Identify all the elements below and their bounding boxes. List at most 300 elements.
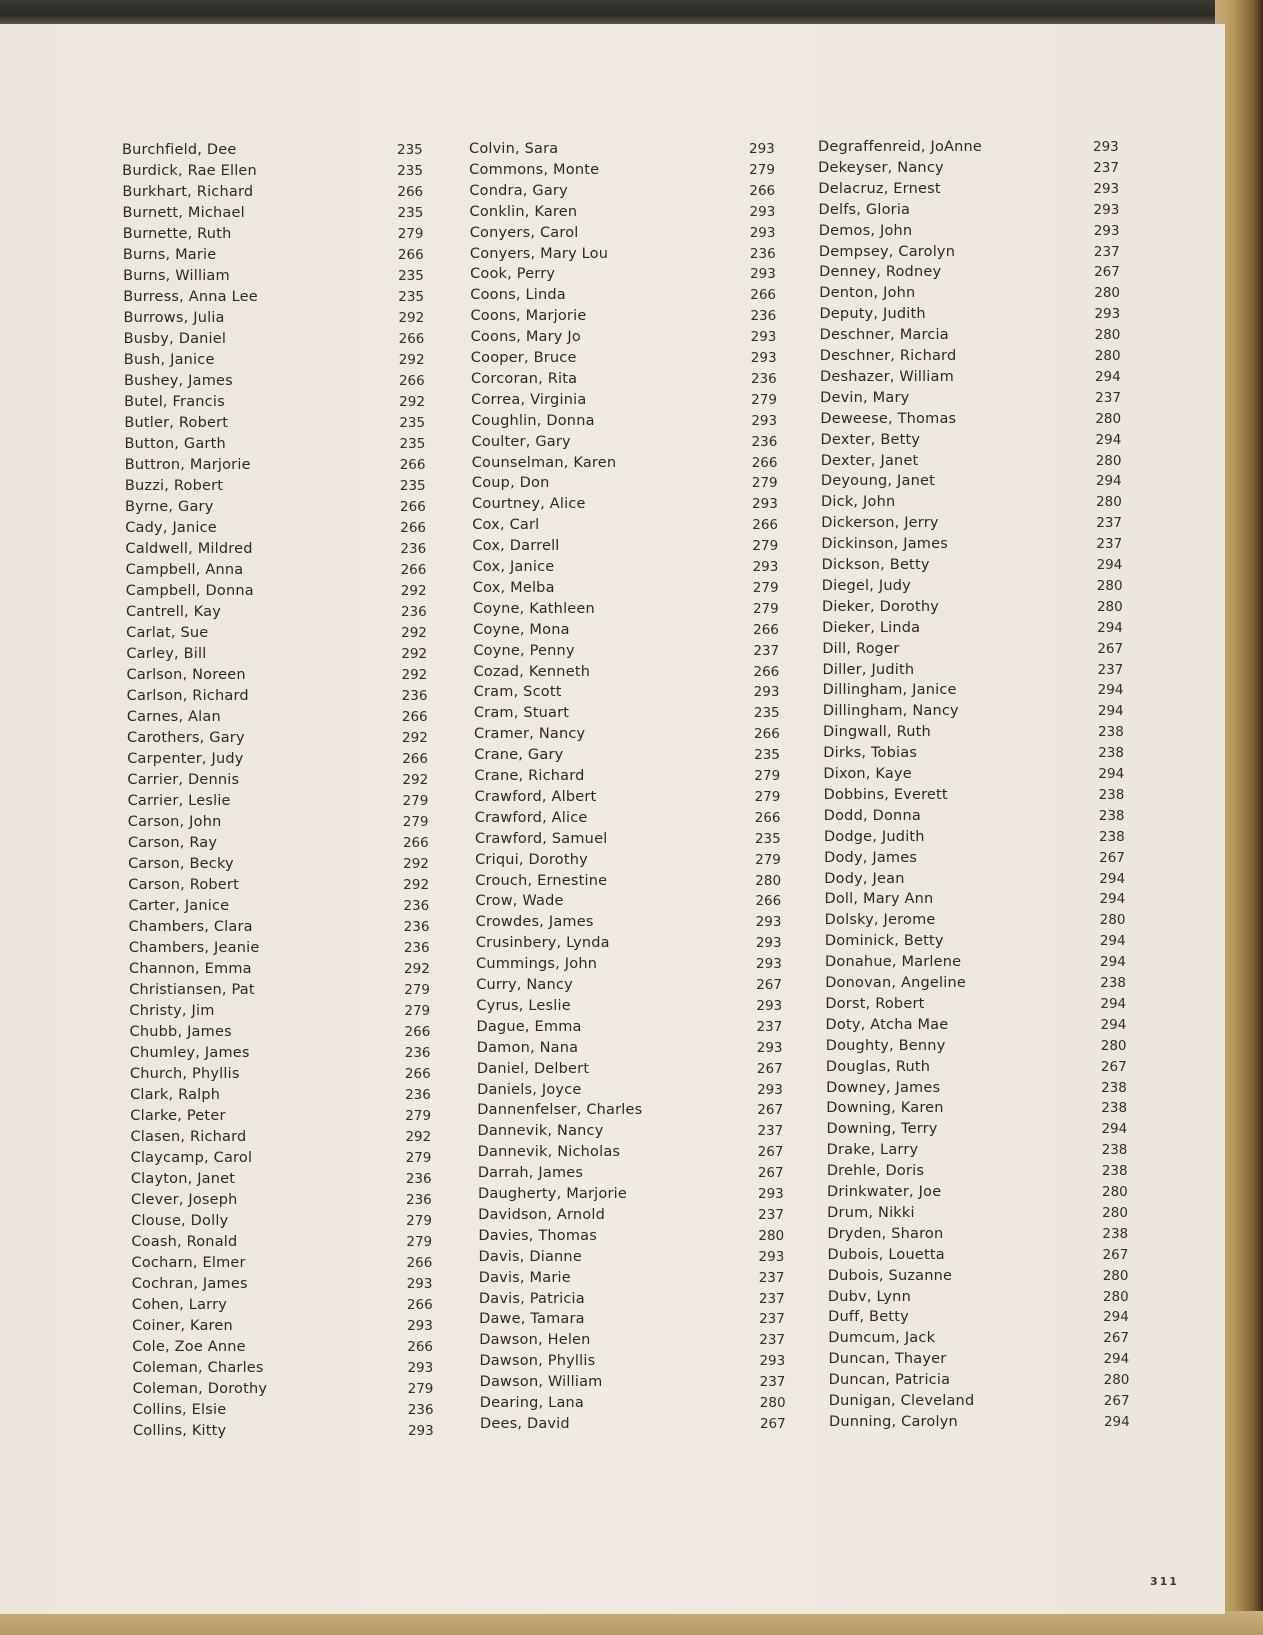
entry-page: 293 [1093,222,1120,239]
entry-name: Dillingham, Janice [822,682,957,699]
entry-name: Downing, Karen [826,1100,944,1117]
entry-page: 279 [397,226,424,242]
entry-page: 292 [402,730,428,746]
entry-name: Curry, Nancy [476,977,573,993]
entry-name: Crawford, Alice [474,809,588,826]
entry-page: 294 [1103,1413,1130,1430]
entry-name: Burns, Marie [122,247,217,263]
entry-page: 294 [1099,870,1126,887]
entry-name: Deshazer, William [819,368,954,385]
entry-page: 292 [401,646,428,662]
entry-name: Butel, Francis [124,394,225,410]
entry-page: 293 [1093,180,1120,197]
entry-page: 236 [401,688,428,704]
entry-page: 267 [1097,640,1124,657]
entry-name: Carrier, Dennis [127,772,240,788]
entry-name: Christy, Jim [129,1003,215,1019]
entry-page: 292 [405,1129,432,1145]
entry-name: Burdick, Rae Ellen [122,163,257,179]
entry-page: 280 [1100,1037,1127,1054]
entry-page: 293 [755,914,782,931]
entry-page: 293 [751,412,778,429]
entry-name: Carlson, Noreen [126,667,246,683]
entry-page: 294 [1099,933,1126,950]
entry-page: 237 [758,1269,785,1286]
entry-page: 293 [407,1360,434,1376]
entry-name: Cook, Perry [470,266,556,283]
entry-page: 292 [401,667,428,683]
entry-name: Clark, Ralph [130,1087,221,1103]
entry-name: Drinkwater, Joe [827,1184,942,1200]
entry-page: 237 [759,1374,786,1391]
entry-name: Buttron, Marjorie [124,457,251,473]
entry-name: Condra, Gary [469,182,568,199]
entry-page: 292 [403,856,429,872]
entry-name: Donovan, Angeline [825,975,966,991]
entry-name: Dempsey, Carolyn [818,243,956,260]
entry-name: Bush, Janice [123,352,215,368]
entry-name: Conklin, Karen [469,203,578,220]
entry-page: 280 [1102,1267,1129,1284]
entry-page: 235 [399,478,426,494]
entry-page: 236 [405,1087,431,1103]
entry-page: 236 [403,898,430,914]
entry-name: Diller, Judith [822,661,915,678]
entry-page: 294 [1097,619,1123,636]
entry-name: Coulter, Gary [471,433,571,450]
entry-name: Deyoung, Janet [820,473,935,490]
entry-page: 294 [1099,891,1126,908]
entry-page: 280 [759,1395,786,1411]
entry-page: 293 [407,1318,433,1334]
entry-page: 266 [749,182,776,199]
entry-name: Dick, John [821,494,896,511]
entry-name: Duff, Betty [828,1309,909,1326]
entry-name: Coons, Marjorie [470,308,587,325]
entry-page: 280 [1096,577,1123,594]
entry-name: Carson, Becky [128,856,234,872]
entry-name: Dannevik, Nicholas [477,1144,621,1161]
entry-page: 267 [756,977,782,993]
entry-page: 267 [1094,264,1120,281]
entry-page: 294 [1100,995,1127,1012]
entry-page: 238 [1098,807,1125,824]
entry-name: Chubb, James [129,1024,232,1040]
entry-page: 279 [751,475,778,492]
entry-name: Buzzi, Robert [124,478,224,494]
entry-page: 267 [756,1060,783,1077]
entry-name: Darrah, James [477,1165,584,1182]
entry-page: 266 [407,1339,434,1355]
entry-page: 292 [401,625,427,641]
entry-name: Cyrus, Leslie [476,997,571,1014]
entry-name: Carson, John [127,814,222,830]
entry-page: 237 [758,1206,784,1223]
entry-name: Dickinson, James [821,536,948,553]
entry-name: Cramer, Nancy [474,726,586,743]
entry-page: 235 [399,436,426,452]
entry-page: 238 [1098,828,1125,845]
entry-name: Counselman, Karen [471,454,617,471]
entry-page: 279 [754,788,781,805]
entry-name: Cady, Janice [125,520,217,536]
entry-name: Coons, Mary Jo [470,329,581,346]
entry-page: 280 [1094,327,1121,344]
entry-name: Carter, Janice [128,898,230,914]
entry-name: Delfs, Gloria [818,201,911,218]
entry-page: 266 [753,621,779,638]
entry-name: Davis, Dianne [478,1248,582,1265]
entry-page: 238 [1101,1142,1128,1159]
entry-name: Carlson, Richard [126,688,249,704]
entry-name: Denton, John [819,285,916,302]
entry-name: Demos, John [818,222,913,239]
entry-name: Doughty, Benny [825,1037,946,1054]
entry-name: Carlat, Sue [126,625,209,641]
entry-name: Burress, Anna Lee [123,289,258,305]
entry-page: 237 [759,1332,786,1349]
entry-name: Coleman, Dorothy [132,1381,268,1397]
entry-page: 280 [758,1227,785,1244]
entry-page: 236 [403,919,430,935]
entry-name: Chambers, Jeanie [128,940,260,956]
entry-name: Coyne, Penny [473,642,575,659]
entry-page: 279 [404,1003,431,1019]
entry-name: Christiansen, Pat [129,982,255,998]
entry-page: 279 [402,793,429,809]
entry-page: 236 [404,1045,431,1061]
entry-name: Coyne, Kathleen [472,600,595,617]
entry-page: 237 [758,1290,785,1307]
entry-page: 293 [757,1081,783,1098]
entry-name: Campbell, Anna [125,562,244,578]
entry-name: Dirks, Tobias [823,745,918,762]
entry-page: 294 [1100,954,1126,971]
entry-page: 293 [756,956,782,973]
entry-name: Clever, Joseph [131,1192,238,1208]
entry-page: 238 [1101,1100,1128,1117]
entry-page: 236 [750,308,777,325]
entry-name: Burnette, Ruth [122,226,232,242]
entry-page: 292 [404,961,430,977]
entry-name: Dodge, Judith [823,828,925,845]
entry-page: 267 [757,1165,784,1182]
entry-name: Dubois, Suzanne [827,1267,953,1284]
entry-page: 293 [749,141,775,157]
entry-page: 235 [397,163,423,179]
entry-page: 267 [1102,1246,1129,1263]
entry-page: 280 [1094,285,1121,302]
entry-page: 238 [1101,1079,1127,1096]
entry-name: Chumley, James [129,1045,250,1061]
entry-name: Cram, Scott [473,684,562,701]
entry-name: Dekeyser, Nancy [818,159,944,176]
entry-page: 238 [1098,724,1124,741]
entry-page: 267 [757,1102,784,1119]
entry-name: Deputy, Judith [819,306,926,323]
entry-name: Dearing, Lana [479,1395,585,1411]
entry-name: Dolsky, Jerome [824,912,936,929]
entry-name: Devin, Mary [820,389,910,406]
entry-page: 293 [749,203,776,220]
entry-page: 292 [398,352,425,368]
entry-name: Cox, Janice [472,559,555,575]
entry-page: 279 [406,1213,432,1229]
entry-page: 266 [400,520,427,536]
entry-page: 235 [754,830,781,847]
entry-page: 294 [1095,473,1122,490]
entry-page: 279 [752,600,779,617]
entry-name: Campbell, Donna [125,583,254,599]
entry-page: 266 [400,562,427,578]
entry-page: 236 [400,604,427,620]
entry-name: Cooper, Bruce [470,350,577,366]
entry-page: 279 [404,982,430,998]
entry-name: Dickerson, Jerry [821,515,939,532]
entry-name: Delacruz, Ernest [818,180,941,197]
entry-page: 292 [403,877,430,893]
entry-page: 280 [1096,598,1123,615]
entry-name: Drum, Nikki [827,1204,915,1221]
entry-page: 293 [758,1248,785,1265]
entry-name: Daniels, Joyce [477,1081,582,1098]
entry-name: Coash, Ronald [131,1234,238,1250]
entry-page: 266 [751,454,778,471]
entry-page: 267 [1100,1058,1127,1075]
entry-name: Crawford, Albert [474,788,597,805]
entry-page: 280 [1099,912,1126,929]
entry-name: Dickson, Betty [821,557,930,573]
entry-name: Davis, Marie [478,1269,571,1286]
entry-page: 236 [403,940,430,956]
entry-page: 238 [1100,975,1126,991]
entry-name: Dees, David [479,1415,570,1432]
entry-name: Duncan, Patricia [828,1372,951,1389]
entry-page: 294 [1103,1351,1130,1368]
entry-name: Dryden, Sharon [827,1225,944,1242]
entry-name: Dominick, Betty [824,933,944,950]
entry-page: 237 [1096,515,1123,532]
entry-name: Busby, Daniel [123,331,227,347]
entry-page: 280 [1094,348,1121,364]
entry-page: 294 [1097,682,1124,699]
entry-name: Claycamp, Carol [130,1150,253,1166]
entry-name: Button, Garth [124,436,226,452]
entry-name: Douglas, Ruth [825,1058,931,1075]
entry-name: Carnes, Alan [126,709,221,725]
entry-name: Coons, Linda [470,287,566,304]
entry-name: Dody, Jean [824,870,905,887]
entry-name: Dawson, William [479,1374,603,1391]
entry-page: 293 [756,997,783,1014]
entry-name: Deschner, Marcia [819,327,949,344]
entry-name: Collins, Kitty [132,1423,227,1439]
entry-name: Doll, Mary Ann [824,891,934,908]
entry-page: 280 [1102,1204,1128,1221]
entry-page: 238 [1101,1163,1128,1180]
entry-name: Dobbins, Everett [823,786,948,803]
entry-page: 280 [1095,410,1122,427]
entry-page: 266 [402,835,429,851]
entry-page: 266 [399,457,426,473]
entry-name: Coiner, Karen [132,1318,233,1334]
entry-name: Deweese, Thomas [820,410,957,427]
entry-page: 266 [404,1066,431,1082]
entry-name: Bushey, James [123,373,233,389]
entry-name: Dawson, Helen [479,1332,591,1349]
entry-name: Davies, Thomas [478,1227,597,1244]
entry-name: Cummings, John [476,956,598,973]
entry-name: Cox, Melba [472,579,555,596]
entry-page: 235 [397,142,423,158]
entry-page: 266 [406,1297,433,1313]
entry-page: 266 [754,809,781,826]
entry-name: Crusinbery, Lynda [475,935,610,952]
entry-page: 237 [753,642,780,659]
entry-page: 236 [405,1171,432,1187]
entry-name: Courtney, Alice [472,496,586,513]
entry-name: Conyers, Carol [469,224,579,241]
entry-page: 267 [759,1415,786,1432]
entry-name: Dubois, Louetta [827,1246,945,1263]
entry-page: 294 [1094,368,1121,385]
entry-name: Damon, Nana [476,1039,579,1056]
entry-name: Dieker, Linda [822,619,921,636]
entry-name: Davis, Patricia [478,1290,585,1307]
entry-page: 294 [1101,1121,1128,1138]
entry-page: 238 [1102,1225,1129,1242]
entry-name: Davidson, Arnold [478,1206,605,1223]
entry-page: 292 [400,583,427,599]
entry-name: Commons, Monte [469,161,600,178]
entry-page: 238 [1098,745,1124,762]
entry-page: 237 [1096,536,1123,553]
entry-page: 237 [1093,243,1120,260]
entry-name: Collins, Elsie [132,1402,227,1418]
entry-name: Carson, Ray [127,835,218,851]
entry-page: 267 [1103,1393,1130,1409]
entry-name: Daugherty, Marjorie [478,1186,627,1202]
entry-page: 266 [398,331,425,347]
entry-page: 279 [752,538,779,555]
entry-name: Downing, Terry [826,1121,938,1138]
entry-page: 279 [407,1381,434,1397]
entry-name: Crawford, Samuel [474,830,608,847]
entry-page: 236 [749,245,776,262]
entry-page: 266 [400,499,426,515]
entry-name: Degraffenreid, JoAnne [818,139,983,155]
entry-page: 279 [754,768,781,784]
entry-name: Cohen, Larry [131,1297,228,1313]
entry-page: 237 [1093,159,1119,176]
entry-page: 293 [759,1353,786,1370]
entry-page: 266 [753,663,780,680]
entry-name: Burns, William [123,268,230,284]
entry-name: Church, Phyllis [129,1066,240,1082]
entry-name: Crane, Richard [474,768,585,784]
entry-page: 280 [1103,1372,1130,1389]
entry-name: Dieker, Dorothy [821,598,940,615]
entry-name: Dingwall, Ruth [823,724,931,741]
entry-page: 237 [759,1311,785,1328]
entry-name: Clarke, Peter [130,1108,226,1124]
entry-name: Donahue, Marlene [825,954,962,971]
entry-name: Dodd, Donna [823,807,921,824]
entry-page: 294 [1100,1016,1127,1033]
entry-name: Clasen, Richard [130,1129,247,1145]
entry-name: Carson, Robert [128,877,239,893]
entry-name: Cozad, Kenneth [473,663,591,680]
entry-page: 279 [749,161,775,178]
page-bottom-edge [0,1611,1263,1635]
entry-page: 266 [401,709,428,725]
entry-name: Deschner, Richard [819,348,957,364]
entry-name: Corcoran, Rita [470,370,578,387]
entry-page: 293 [1093,139,1119,155]
entry-name: Burnett, Michael [122,205,245,221]
entry-page: 293 [1093,201,1120,218]
entry-page: 266 [397,247,424,263]
entry-page: 236 [406,1192,432,1208]
entry-name: Dexter, Janet [820,452,919,469]
entry-page: 293 [1094,306,1121,323]
entry-page: 294 [1095,431,1122,448]
entry-page: 236 [400,541,427,557]
entry-name: Dawe, Tamara [479,1311,585,1328]
entry-name: Dixon, Kaye [823,766,912,782]
entry-page: 294 [1096,557,1123,573]
entry-page: 237 [1095,389,1121,406]
entry-name: Carpenter, Judy [127,751,244,767]
index-sheet [0,24,1225,1614]
entry-page: 293 [750,350,777,366]
entry-page: 279 [752,579,779,596]
entry-name: Dill, Roger [822,640,900,657]
entry-page: 280 [1095,452,1122,469]
entry-name: Dague, Emma [476,1018,582,1035]
entry-name: Crowdes, James [475,914,594,931]
entry-name: Dumcum, Jack [828,1330,936,1347]
entry-name: Coleman, Charles [132,1360,264,1376]
entry-name: Clouse, Dolly [131,1213,229,1229]
entry-name: Byrne, Gary [125,499,214,515]
entry-name: Denney, Rodney [819,264,942,281]
entry-page: 266 [406,1255,433,1271]
entry-name: Burrows, Julia [123,310,225,326]
entry-page: 279 [755,851,781,868]
entry-name: Diegel, Judy [821,577,911,594]
entry-page: 292 [399,394,425,410]
entry-name: Correa, Virginia [471,391,587,408]
entry-name: Cochran, James [131,1276,248,1292]
page-top-edge [0,0,1263,24]
entry-page: 280 [755,872,782,889]
entry-page: 279 [402,814,429,830]
entry-name: Dunning, Carolyn [828,1413,958,1430]
entry-page: 235 [398,268,424,284]
entry-name: Coyne, Mona [473,621,570,638]
entry-page: 279 [405,1150,432,1166]
entry-page: 237 [1097,661,1124,678]
entry-name: Criqui, Dorothy [475,851,588,868]
entry-page: 292 [398,310,425,326]
entry-page: 266 [754,726,780,743]
entry-page: 235 [397,205,424,221]
entry-name: Cox, Darrell [472,538,560,555]
entry-name: Daniel, Delbert [476,1060,590,1077]
entry-page: 293 [753,684,780,701]
entry-name: Dillingham, Nancy [822,703,959,720]
